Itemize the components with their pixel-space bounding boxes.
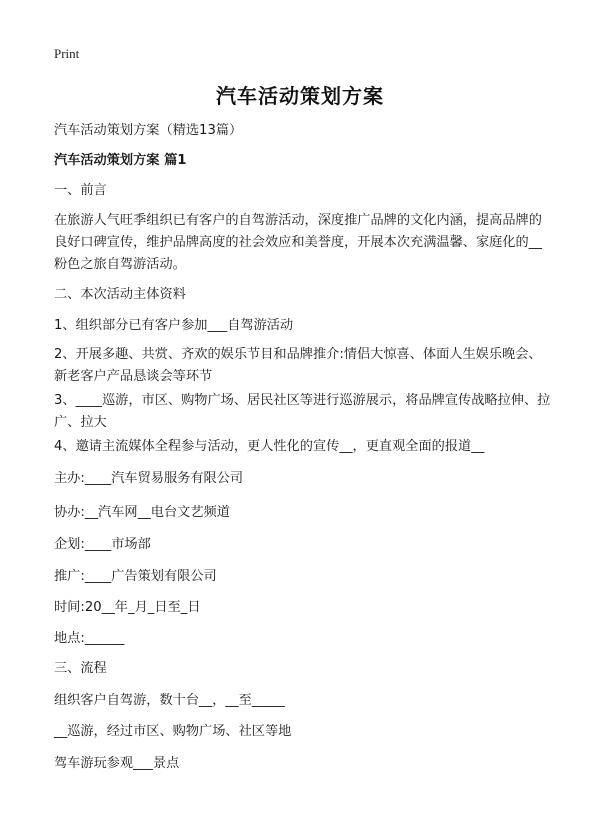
- item-2: 2、开展多趣、共赏、齐欢的娱乐节目和品牌推介:情侣大惊喜、体面人生娱乐晚会、新老客户产品恳谈会等环节: [54, 347, 542, 384]
- promotion: 推广:____广告策划有限公司: [54, 569, 217, 584]
- organizer: 主办:____汽车贸易服务有限公司: [54, 471, 244, 486]
- print-label: Print: [54, 46, 80, 61]
- document-subtitle: 汽车活动策划方案（精选13篇）: [54, 123, 243, 138]
- heading-content: 二、本次活动主体资料: [54, 287, 186, 302]
- location: 地点:______: [54, 631, 125, 646]
- planning: 企划:____市场部: [54, 537, 151, 552]
- item-4: 4、邀请主流媒体全程参与活动，更人性化的宣传__，更直观全面的报道__: [54, 439, 485, 454]
- section-title: 汽车活动策划方案 篇1: [54, 153, 187, 168]
- process-step-2: __巡游，经过市区、购物广场、社区等地: [54, 724, 292, 739]
- item-3: 3、____巡游，市区、购物广场、居民社区等进行巡游展示，将品牌宣传战略拉伸、拉广、拉大: [54, 393, 551, 430]
- co-organizer: 协办:__汽车网__电台文艺频道: [54, 505, 230, 520]
- document-title: 汽车活动策划方案: [216, 84, 384, 108]
- time: 时间:20__年_月_日至_日: [54, 600, 201, 615]
- item-1: 1、组织部分已有客户参加___自驾游活动: [54, 318, 294, 333]
- heading-preface: 一、前言: [54, 183, 107, 198]
- process-step-3: 驾车游玩参观___景点: [54, 756, 180, 771]
- process-step-1: 组织客户自驾游，数十台__，__至_____: [54, 693, 285, 708]
- paragraph-preface: 在旅游人气旺季组织已有客户的自驾游活动，深度推广品牌的文化内涵，提高品牌的良好口碑宣传，维护品牌高度的社会效应和美誉度，开展本次充满温馨、家庭化的__粉色之旅自驾游活动。: [54, 213, 542, 272]
- heading-process: 三、流程: [54, 661, 107, 676]
